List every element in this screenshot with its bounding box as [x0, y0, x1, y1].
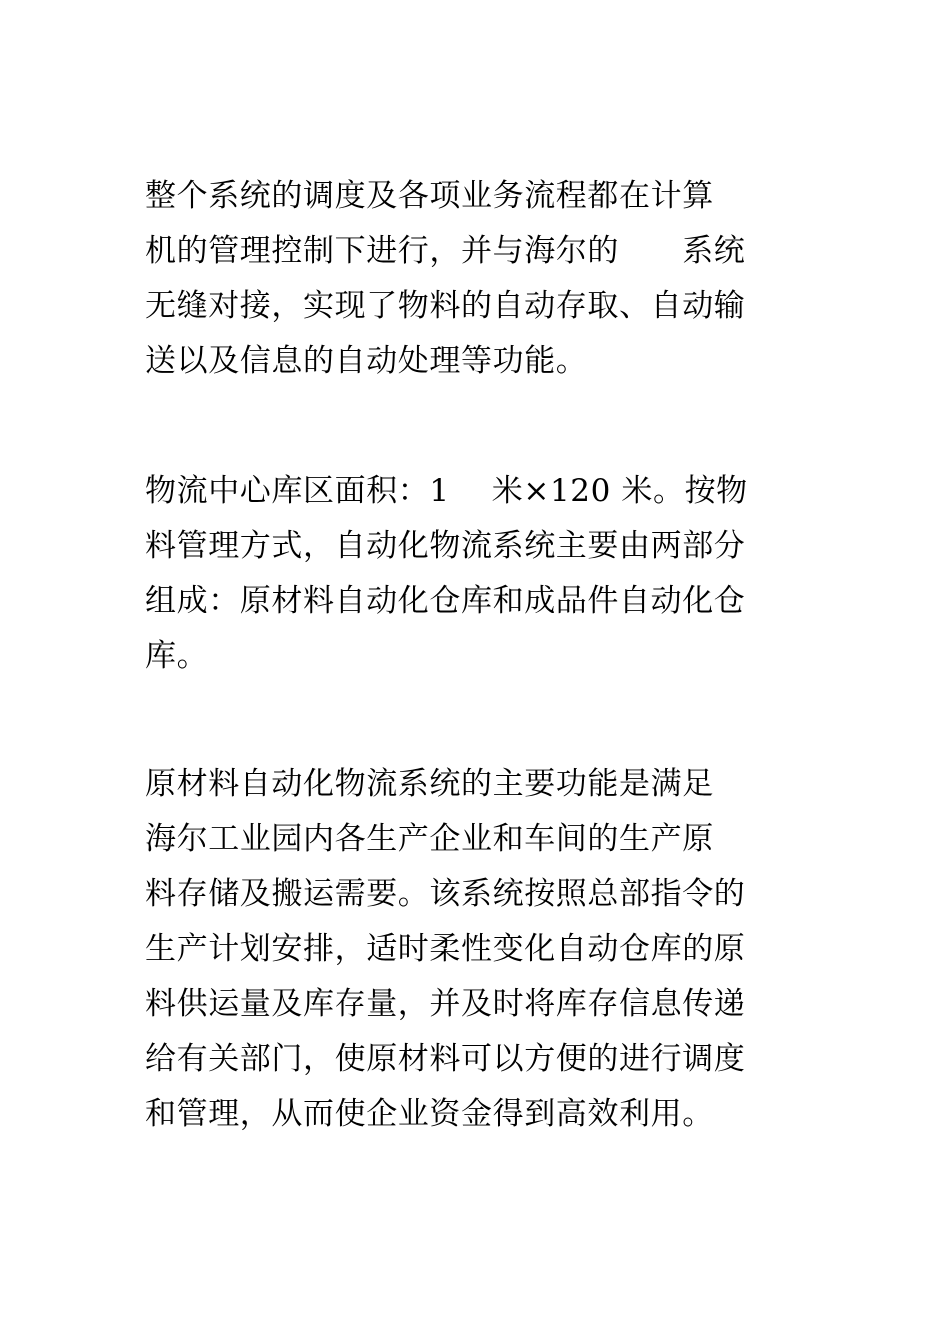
text-line: 无缝对接，实现了物料的自动存取、自动输 — [145, 288, 746, 324]
text-line: 料存储及搬运需要。该系统按照总部指令的 — [145, 876, 746, 912]
text-line: 海尔工业园内各生产企业和车间的生产原 — [145, 821, 714, 857]
text-line: 组成：原材料自动化仓库和成品件自动化仓 — [145, 583, 746, 619]
text-line: 原材料自动化物流系统的主要功能是满足 — [145, 766, 714, 802]
paragraph-system-scheduling — [145, 169, 810, 389]
text-line: 物流中心库区面积：1 米×120 米。按物 — [145, 473, 748, 509]
text-line: 料管理方式，自动化物流系统主要由两部分 — [145, 528, 746, 564]
paragraph-logistics-area — [145, 464, 810, 684]
paragraph-raw-material-system — [145, 757, 810, 1142]
text-line: 给有关部门，使原材料可以方便的进行调度 — [145, 1041, 746, 1077]
text-line: 料供运量及库存量，并及时将库存信息传递 — [145, 986, 746, 1022]
text-line: 整个系统的调度及各项业务流程都在计算 — [145, 178, 714, 214]
text-line: 生产计划安排，适时柔性变化自动仓库的原 — [145, 931, 746, 967]
text-line: 送以及信息的自动处理等功能。 — [145, 343, 588, 379]
text-line: 库。 — [145, 638, 209, 674]
text-line: 和管理，从而使企业资金得到高效利用。 — [145, 1096, 714, 1132]
text-line: 机的管理控制下进行，并与海尔的 系统 — [145, 233, 746, 269]
